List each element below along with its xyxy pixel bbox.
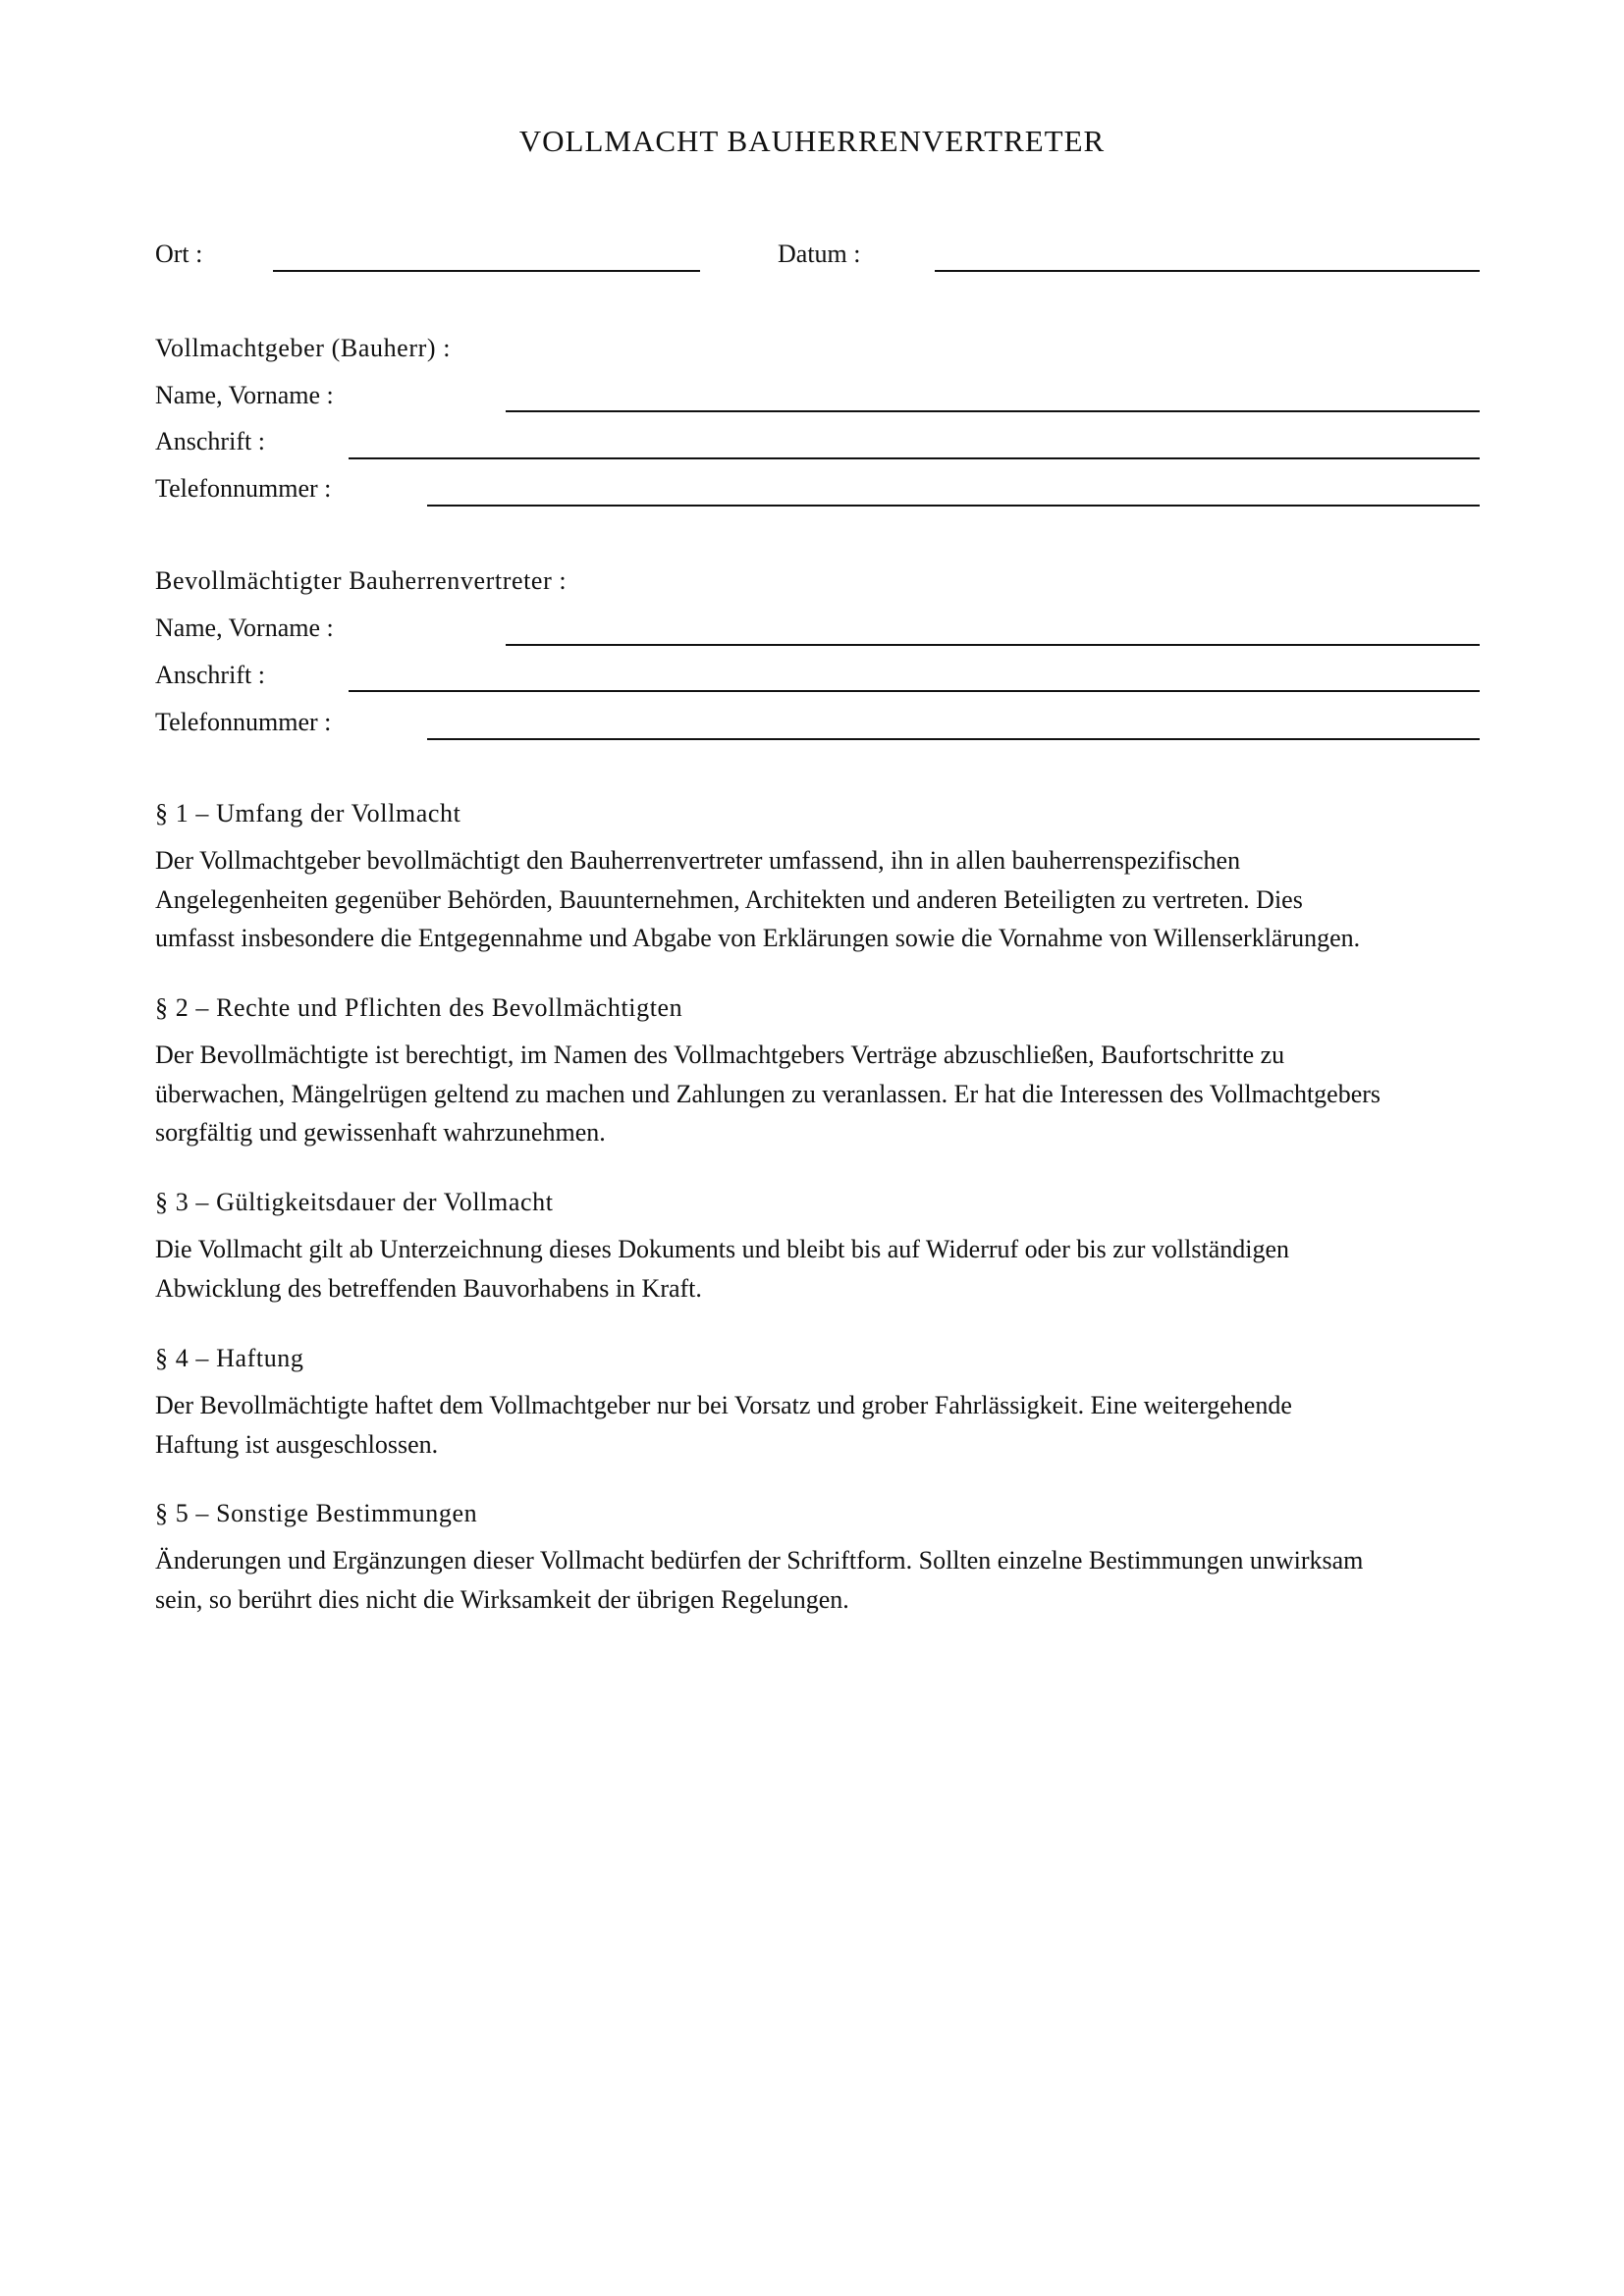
section-5-body (155, 1541, 1490, 1619)
section-4-heading: § 4 – Haftung (155, 1344, 304, 1372)
section-2-line: Der Bevollmächtigte ist berechtigt, im Namen des Vollmachtgebers Verträge abzuschließen, Baufortschritte zu (155, 1041, 1285, 1069)
section-2-heading: § 2 – Rechte und Pflichten des Bevollmächtigten (155, 993, 683, 1022)
bevollmaechtigter-anschrift-line[interactable] (349, 690, 1480, 692)
section-1-line: umfasst insbesondere die Entgegennahme und Abgabe von Erklärungen sowie die Vornahme von Willenserklärungen. (155, 924, 1361, 952)
vollmachtgeber-name-label: Name, Vorname : (155, 381, 334, 409)
section-1-body (155, 841, 1490, 958)
bevollmaechtigter-telefon-label: Telefonnummer : (155, 708, 332, 736)
section-5-line: sein, so berührt dies nicht die Wirksamkeit der übrigen Regelungen. (155, 1584, 849, 1614)
document-title: VOLLMACHT BAUHERRENVERTRETER (518, 124, 1106, 158)
section-4-line: Haftung ist ausgeschlossen. (155, 1429, 439, 1459)
bevollmaechtigter-telefon-line[interactable] (427, 738, 1480, 740)
vollmachtgeber-telefon-label: Telefonnummer : (155, 474, 332, 503)
bevollmaechtigter-name-label: Name, Vorname : (155, 614, 334, 642)
ort-label: Ort : (155, 240, 203, 268)
section-3-line: Die Vollmacht gilt ab Unterzeichnung dieses Dokuments und bleibt bis auf Widerruf oder bis zur vollständigen (155, 1235, 1289, 1263)
section-1-line: Der Vollmachtgeber bevollmächtigt den Bauherrenvertreter umfassend, ihn in allen bauherrenspezifischen (155, 846, 1241, 875)
section-3-body (155, 1230, 1490, 1308)
section-2-body (155, 1036, 1490, 1152)
section-2-line: überwachen, Mängelrügen geltend zu machen und Zahlungen zu veranlassen. Er hat die Interessen des Vollmachtgebers (155, 1079, 1381, 1108)
section-5-heading: § 5 – Sonstige Bestimmungen (155, 1499, 478, 1527)
datum-label: Datum : (778, 240, 861, 268)
section-2-line: sorgfältig und gewissenhaft wahrzunehmen. (155, 1118, 606, 1147)
vollmachtgeber-anschrift-label: Anschrift : (155, 427, 265, 455)
section-4-body (155, 1386, 1490, 1464)
vollmachtgeber-heading: Vollmachtgeber (Bauherr) : (155, 334, 452, 362)
ort-field-line[interactable] (273, 270, 700, 272)
bevollmaechtigter-heading: Bevollmächtigter Bauherrenvertreter : (155, 566, 568, 595)
section-5-line: Änderungen und Ergänzungen dieser Vollmacht bedürfen der Schriftform. Sollten einzelne Bestimmungen unwirksam (155, 1546, 1364, 1575)
bevollmaechtigter-name-line[interactable] (506, 644, 1480, 646)
datum-field-line[interactable] (935, 270, 1480, 272)
section-3-heading: § 3 – Gültigkeitsdauer der Vollmacht (155, 1188, 554, 1216)
section-1-line: Angelegenheiten gegenüber Behörden, Bauunternehmen, Architekten und anderen Beteiligten zu vertreten. Dies (155, 884, 1303, 914)
section-3-line: Abwicklung des betreffenden Bauvorhabens in Kraft. (155, 1273, 702, 1303)
section-4-line: Der Bevollmächtigte haftet dem Vollmachtgeber nur bei Vorsatz und grober Fahrlässigkeit. Eine weitergehende (155, 1391, 1292, 1419)
bevollmaechtigter-anschrift-label: Anschrift : (155, 661, 265, 689)
vollmachtgeber-anschrift-line[interactable] (349, 457, 1480, 459)
vollmachtgeber-telefon-line[interactable] (427, 505, 1480, 507)
section-1-heading: § 1 – Umfang der Vollmacht (155, 799, 461, 828)
vollmachtgeber-name-line[interactable] (506, 410, 1480, 412)
